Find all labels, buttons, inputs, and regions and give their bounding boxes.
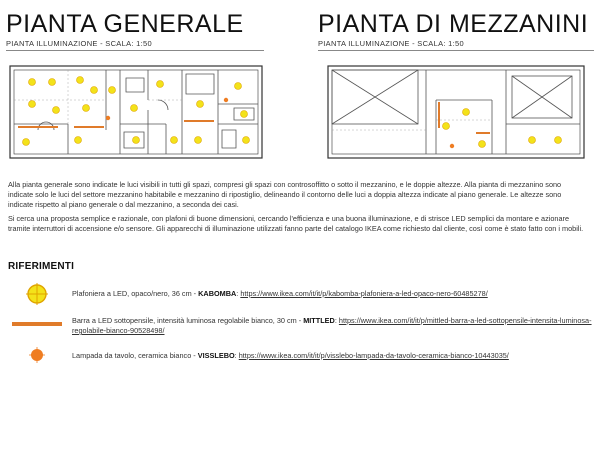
reference-description: Lampada da tavolo, ceramica bianco - bbox=[72, 351, 198, 360]
ceiling-light-symbol-icon bbox=[24, 282, 50, 306]
reference-link-kabomba[interactable]: https://www.ikea.com/it/it/p/kabomba-plafoniera-a-led-opaco-nero-60485278/ bbox=[240, 289, 488, 298]
reference-link-mittled[interactable]: https://www.ikea.com/it/it/p/mittled-barra-a-led-sottopensile-intensita-luminosa-regolabile-bianco-90528498/ bbox=[72, 316, 592, 335]
reference-description: Barra a LED sottopensile, intensità luminosa regolabile bianco, 30 cm - bbox=[72, 316, 304, 325]
table-lamp-symbol-icon bbox=[28, 346, 46, 364]
intro-paragraph-2: Si cerca una proposta semplice e razionale, con plafoni di buone dimensioni, cercando l'efficienza e una buona illuminazione, e di strisce LED semplici da montare e azionare tramite interruttori di accensione e/o sensore. Gli apparecchi di illuminazione utilizzati fanno parte del catalogo IKEA come richiesto dal cliente, così come è stato fatto con i mobili. bbox=[8, 214, 584, 233]
left-plan-subtitle: PIANTA ILLUMINAZIONE - SCALA: 1:50 bbox=[6, 39, 152, 48]
reference-item-kabomba: Plafoniera a LED, opaco/nero, 36 cm - KABOMBA: https://www.ikea.com/it/it/p/kabomba-plafoniera-a-led-opaco-nero-60485278/ bbox=[72, 289, 488, 298]
intro-paragraph-1: Alla pianta generale sono indicate le luci visibili in tutti gli spazi, compresi gli spazi con controsoffitto o sotto il mezzanino, e le doppie altezze. Alla pianta di mezzanino sono indicate solo le luci del settore mezzanino habitabile e mezzanino di ripostiglio, delineando il contorno delle luci a doppia altezza indicate al piano generale. Le altezze sono indicate rispetto al piano generale o dal mezzanino, a seconda dei casi. bbox=[8, 180, 562, 209]
general-floor-plan bbox=[8, 60, 266, 162]
mezzanine-floor-plan bbox=[326, 60, 588, 162]
right-plan-subtitle: PIANTA ILLUMINAZIONE - SCALA: 1:50 bbox=[318, 39, 464, 48]
reference-item-mittled: Barra a LED sottopensile, intensità luminosa regolabile bianco, 30 cm - MITTLED: https://www.ikea.com/it/it/p/mittled-barra-a-led-sottopensile-intensita-luminosa-regolabile-bianco-90528498/ bbox=[72, 316, 592, 335]
led-bar-symbol-icon bbox=[12, 320, 62, 328]
left-title-rule bbox=[6, 50, 264, 51]
right-title-rule bbox=[318, 50, 594, 51]
right-plan-title: PIANTA DI MEZZANINI bbox=[318, 10, 589, 38]
reference-item-visslebo: Lampada da tavolo, ceramica bianco - VISSLEBO: https://www.ikea.com/it/it/p/visslebo-lampada-da-tavolo-ceramica-bianco-10443035/ bbox=[72, 351, 509, 360]
reference-product-name: MITTLED bbox=[303, 316, 335, 325]
left-plan-title: PIANTA GENERALE bbox=[6, 10, 244, 38]
reference-link-visslebo[interactable]: https://www.ikea.com/it/it/p/visslebo-lampada-da-tavolo-ceramica-bianco-10443035/ bbox=[238, 351, 509, 360]
reference-description: Plafoniera a LED, opaco/nero, 36 cm - bbox=[72, 289, 199, 298]
reference-product-name: VISSLEBO bbox=[197, 351, 235, 360]
references-heading: RIFERIMENTI bbox=[8, 261, 75, 272]
reference-product-name: KABOMBA bbox=[198, 289, 237, 298]
